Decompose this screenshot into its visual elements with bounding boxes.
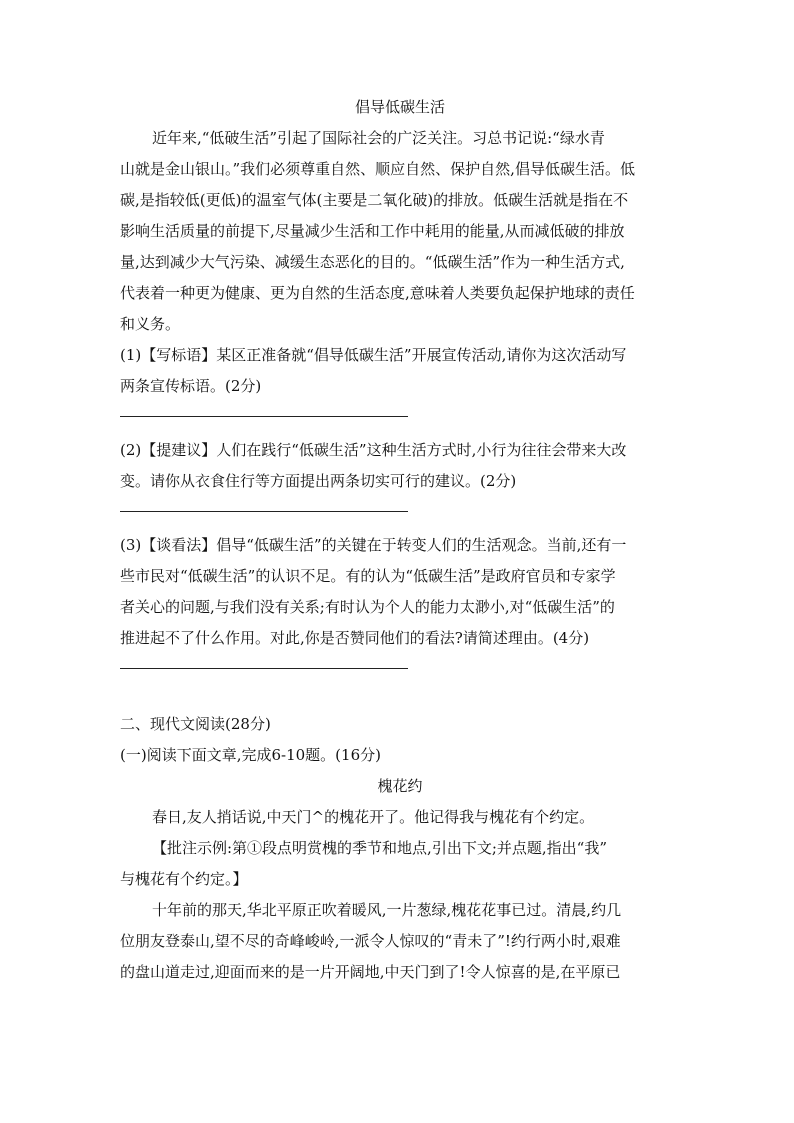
question-1-line: 两条宣传标语。(2分): [120, 377, 262, 395]
story-title: 槐花约: [377, 777, 423, 795]
article-title: 倡导低碳生活: [354, 98, 445, 116]
story-paragraph-1: 春日,友人捎话说,中天门^的槐花开了。他记得我与槐花有个约定。: [152, 808, 595, 826]
document-page: [120, 92, 680, 988]
question-3-line: (3)【谈看法】倡导“低碳生活”的关键在于转变人们的生活观念。当前,还有一: [120, 536, 627, 554]
paragraph-line: 影响生活质量的前提下,尽量减少生活和工作中耗用的能量,从而减低破的排放: [120, 222, 625, 240]
paragraph-line: 近年来,“低破生活”引起了国际社会的广泛关注。习总书记说:“绿水青: [152, 129, 605, 147]
question-1-line: (1)【写标语】某区正准备就“倡导低碳生活”开展宣传活动,请你为这次活动写: [120, 346, 627, 364]
question-3-line: 推进起不了什么作用。对此,你是否赞同他们的看法?请简述理由。(4分): [120, 629, 590, 647]
paragraph-line: 代表着一种更为健康、更为自然的生活态度,意味着人类要负起保护地球的责任: [120, 284, 635, 302]
story-paragraph-2-line: 十年前的那天,华北平原正吹着暖风,一片葱绿,槐花花事已过。清晨,约几: [152, 901, 622, 919]
annotation-line: 【批注示例:第①段点明赏槐的季节和地点,引出下文;并点题,指出“我”: [152, 839, 607, 857]
paragraph-line: 量,达到减少大气污染、减缓生态恶化的目的。“低碳生活”作为一种生活方式,: [120, 253, 625, 271]
annotation-line: 与槐花有个约定。】: [120, 870, 248, 888]
story-paragraph-2-line: 位朋友登泰山,望不尽的奇峰峻岭,一派令人惊叹的“青未了”!约行两小时,艰难: [120, 932, 621, 950]
question-2-line: (2)【提建议】人们在践行“低碳生活”这种生活方式时,小行为往往会带来大改: [120, 441, 627, 459]
paragraph-line: 碳,是指较低(更低)的温室气体(主要是二氧化破)的排放。低碳生活就是指在不: [120, 191, 629, 209]
paragraph-line: 山就是金山银山。”我们必须尊重自然、顺应自然、保护自然,倡导低碳生活。低: [120, 160, 635, 178]
section-heading: 二、现代文阅读(28分): [120, 715, 271, 733]
question-2-line: 变。请你从衣食住行等方面提出两条切实可行的建议。(2分): [120, 472, 517, 490]
paragraph-line: 和义务。: [120, 315, 181, 333]
story-paragraph-2-line: 的盘山道走过,迎面而来的是一片开阔地,中天门到了!令人惊喜的是,在平原已: [120, 963, 621, 981]
subsection-heading: (一)阅读下面文章,完成6-10题。(16分): [120, 746, 381, 764]
question-3-line: 些市民对“低碳生活”的认识不足。有的认为“低碳生活”是政府官员和专家学: [120, 567, 616, 585]
question-3-line: 者关心的问题,与我们没有关系;有时认为个人的能力太渺小,对“低碳生活”的: [120, 598, 615, 616]
